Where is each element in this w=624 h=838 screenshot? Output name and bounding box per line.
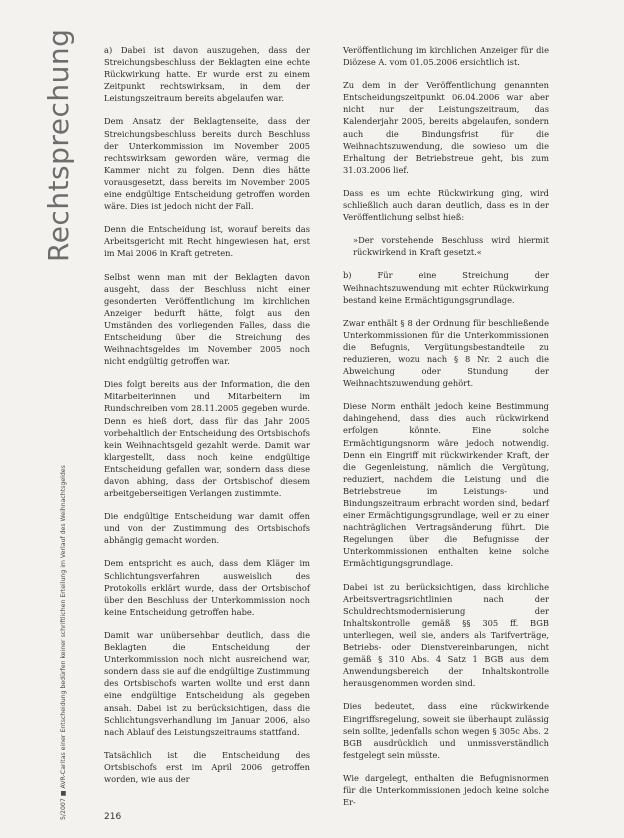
paragraph: Selbst wenn man mit der Beklagten davon ausgeht, dass der Beschluss nicht einer gesonderten Veröffentlichung im kirchlichen Anzeiger bedurft hätte, folgt aus den Umständen des vorliegenden Falles, dass die Entscheidung über die Streichung des Weihnachtsgeldes im November 2005 noch nicht endgültig getroffen war. (104, 271, 310, 367)
section-label: Rechtsprechung (42, 28, 75, 262)
quote: »Der vorstehende Beschluss wird hiermit rückwirkend in Kraft gesetzt.« (353, 235, 549, 258)
paragraph: Wie dargelegt, enthalten die Befugnisnormen für die Unterkommissionen jedoch keine solche Er- (343, 772, 549, 808)
paragraph: Damit war unübersehbar deutlich, dass die Beklagten die Entscheidung der Unterkommission noch nicht ausreichend war, sondern dass sie auf die endgültige Zustimmung des Ortsbischofs warten wollte und erst dann eine endgültige Entscheidung als gegeben ansah. Dabei ist zu berücksichtigen, dass die Schlichtungsverhandlung im Januar 2006, also nach Ablauf des Leistungszeitraums stattfand. (104, 629, 310, 737)
paragraph: Dies bedeutet, dass eine rückwirkende Eingriffsregelung, soweit sie überhaupt zulässig sein sollte, jedenfalls schon wegen § 305c Abs. 2 BGB ausdrücklich und unmissverständlich festgelegt sein müsste. (343, 701, 549, 760)
paragraph: b) Für eine Streichung der Weihnachtszuwendung mit echter Rückwirkung bestand keine Ermächtigungsgrundlage. (343, 270, 549, 305)
paragraph: Dem Ansatz der Beklagtenseite, dass der Streichungsbeschluss bereits durch Beschluss der Unterkommission im November 2005 rechtswirksam geworden wäre, vermag die Kammer nicht zu folgen. Denn dies hätte vorausgesetzt, dass bereits im November 2005 eine endgültige Entscheidung getroffen worden wäre. Dies ist jedoch nicht der Fall. (104, 116, 310, 212)
page-number: 216 (104, 812, 122, 822)
paragraph: a) Dabei ist davon auszugehen, dass der Streichungsbeschluss der Beklagten eine echte Rückwirkung hatte. Er wurde erst zu einem Zeitpunkt rechtswirksam, in dem der Leistungszeitraum bereits abgelaufen war. (104, 45, 310, 104)
paragraph: Zwar enthält § 8 der Ordnung für beschließende Unterkommissionen für die Unterkommissionen die Befugnis, Vergütungsbestandteile zu reduzieren, wozu nach § 8 Nr. 2 auch die Abweichung oder Stundung der Weihnachtszuwendung gehört. (343, 317, 549, 389)
paragraph: Dies folgt bereits aus der Information, die den Mitarbeiterinnen und Mitarbeitern im Rundschreiben vom 28.11.2005 gegeben wurde. Denn es hieß dort, dass für das Jahr 2005 vorbehaltlich der Entscheidung des Ortsbischofs kein Weihnachtsgeld gezahlt werde. Damit war klargestellt, dass noch keine endgültige Entscheidung gefallen war, sondern dass diese davon abhing, dass der Ortsbischof diesem arbeitgeberseitigen Verlangen zustimmte. (104, 379, 310, 499)
side-note: 5/2007 ■ AVR-Caritas einer Entscheidung bedürfen keiner schriftlichen Erteilung im Verlauf des Weihnachtsgeldes (60, 465, 67, 820)
right-column (343, 44, 549, 819)
paragraph: Tatsächlich ist die Entscheidung des Ortsbischofs erst im April 2006 getroffen worden, wie aus der (104, 749, 310, 784)
paragraph: Veröffentlichung im kirchlichen Anzeiger für die Diözese A. vom 01.05.2006 ersichtlich ist. (343, 45, 549, 68)
paragraph: Diese Norm enthält jedoch keine Bestimmung dahingehend, dass dies auch rückwirkend erfolgen könnte. Eine solche Ermächtigungsnorm wäre jedoch notwendig. Denn ein Eingriff mit rückwirkender Kraft, der die Gegenleistung, nämlich die Vergütung, reduziert, nachdem die Leistung und die Betriebstreue im Leistungs- und Bindungszeitraum erbracht worden sind, bedarf einer Ermächtigungsgrundlage, weil er zu einer nachträglichen Vertragsänderung führt. Die Regelungen über die Befugnisse der Unterkommissionen enthalten keine solche Ermächtigungsgrundlage. (343, 401, 549, 569)
paragraph: Die endgültige Entscheidung war damit offen und von der Zustimmung des Ortsbischofs abhängig gemacht worden. (104, 511, 310, 546)
paragraph: Dass es um echte Rückwirkung ging, wird schließlich auch daran deutlich, dass es in der Veröffentlichung selbst hieß: (343, 187, 549, 223)
paragraph: Dem entspricht es auch, dass dem Kläger im Schlichtungsverfahren ausweislich des Protokolls erklärt wurde, dass der Ortsbischof über den Beschluss der Unterkommission noch keine Entscheidung getroffen habe. (104, 558, 310, 617)
paragraph: Zu dem in der Veröffentlichung genannten Entscheidungszeitpunkt 06.04.2006 war aber nicht nur der Leistungszeitraum, das Kalenderjahr 2005, bereits abgelaufen, sondern auch die Bindungsfrist für die Weihnachtszuwendung, die sowieso um die Erhaltung der Betriebstreue geht, bis zum 31.03.2006 lief. (343, 80, 549, 175)
paragraph: Dabei ist zu berücksichtigen, dass kirchliche Arbeitsvertragsrichtlinien nach der Schuldrechtsmodernisierung der Inhaltskontrolle gemäß §§ 305 ff. BGB unterliegen, weil sie, anders als Tarifverträge, Betriebs- oder Dienstvereinbarungen, nicht gemäß § 310 Abs. 4 Satz 1 BGB aus dem Anwendungsbereich der Inhaltskontrolle herausgenommen worden sind. (343, 581, 549, 689)
left-column (104, 44, 310, 796)
paragraph: Denn die Entscheidung ist, worauf bereits das Arbeitsgericht mit Recht hingewiesen hat, erst im Mai 2006 in Kraft getreten. (104, 224, 310, 259)
